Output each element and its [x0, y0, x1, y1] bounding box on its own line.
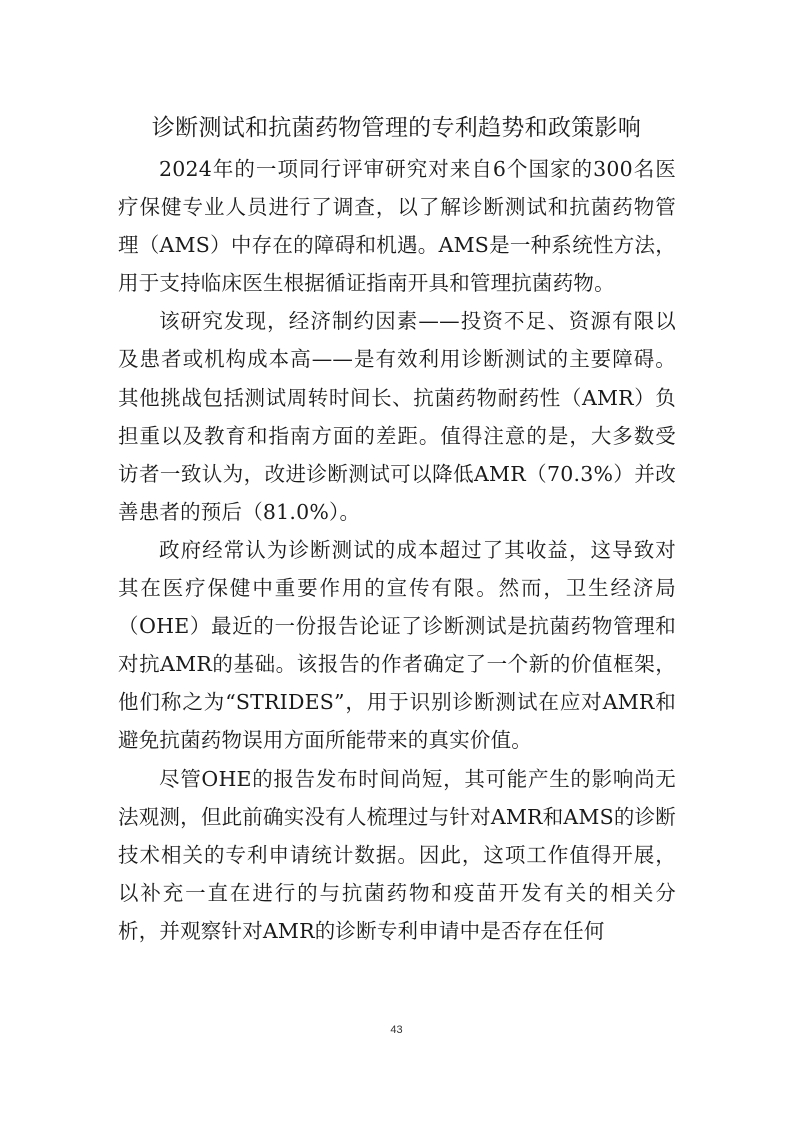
- paragraph-3: 政府经常认为诊断测试的成本超过了其收益，这导致对其在医疗保健中重要作用的宣传有限。然而，卫生经济局（OHE）最近的一份报告论证了诊断测试是抗菌药物管理和对抗AMR的基础。该报告的作者确定了一个新的价值框架，他们称之为“STRIDES”，用于识别诊断测试在应对AMR和避免抗菌药物误用方面所能带来的真实价值。: [118, 537, 676, 753]
- document-body: [118, 150, 676, 950]
- paragraph-4: 尽管OHE的报告发布时间尚短，其可能产生的影响尚无法观测，但此前确实没有人梳理过与针对AMR和AMS的诊断技术相关的专利申请统计数据。因此，这项工作值得开展，以补充一直在进行的与抗菌药物和疫苗开发有关的相关分析，并观察针对AMR的诊断专利申请中是否存在任何: [118, 766, 676, 943]
- document-title: 诊断测试和抗菌药物管理的专利趋势和政策影响: [151, 115, 642, 141]
- paragraph-2: 该研究发现，经济制约因素——投资不足、资源有限以及患者或机构成本高——是有效利用诊断测试的主要障碍。其他挑战包括测试周转时间长、抗菌药物耐药性（AMR）负担重以及教育和指南方面的差距。值得注意的是，大多数受访者一致认为，改进诊断测试可以降低AMR（70.3%）并改善患者的预后（81.0%）。: [118, 309, 676, 524]
- page-number: 43: [390, 1024, 403, 1036]
- paragraph-1: 2024年的一项同行评审研究对来自6个国家的300名医疗保健专业人员进行了调查，以了解诊断测试和抗菌药物管理（AMS）中存在的障碍和机遇。AMS是一种系统性方法，用于支持临床医生根据循证指南开具和管理抗菌药物。: [118, 157, 676, 296]
